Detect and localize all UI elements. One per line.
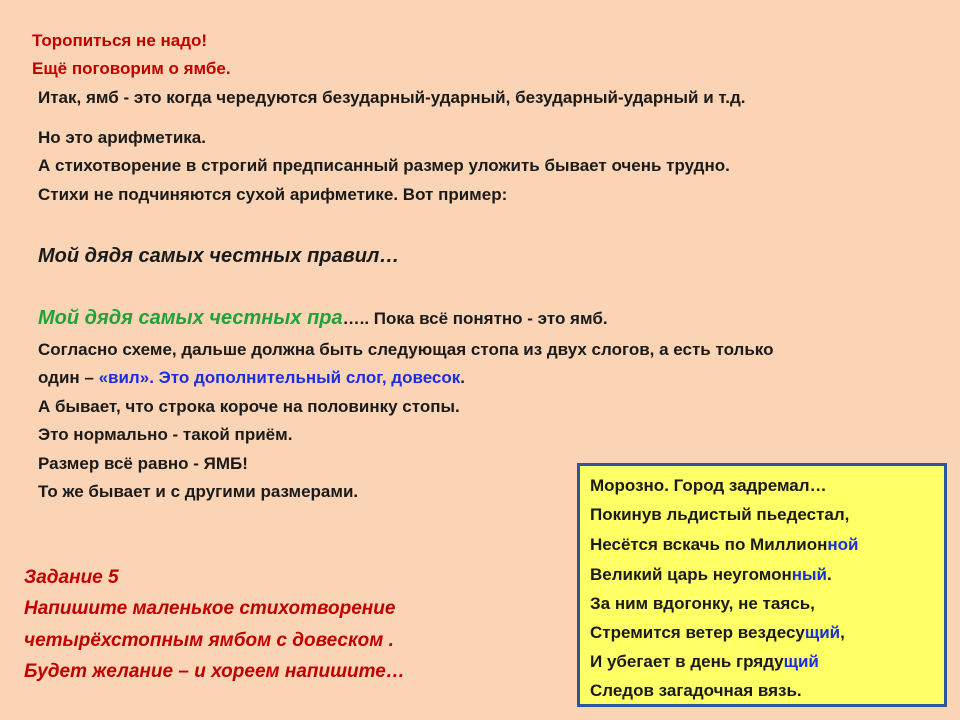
poem-line-6-end: ,: [840, 623, 845, 642]
size-line: Размер всё равно - ЯМБ!: [38, 454, 248, 473]
poem-line-6-text: Стремится ветер вездесу: [590, 623, 805, 642]
poem-line-4-extra: ный: [791, 565, 828, 584]
poem-line-4-end: .: [827, 565, 832, 584]
poem-line-8: Следов загадочная вязь.: [590, 681, 802, 700]
poem-line-1: Морозно. Город задремал…: [590, 476, 827, 495]
poem-line-7-extra: щий: [783, 652, 819, 671]
after-green-text: Пока всё понятно - это ямб.: [369, 309, 608, 328]
task-line-1: Напишите маленькое стихотворение: [24, 598, 396, 619]
poem-line-4: [590, 565, 832, 585]
green-fragment: Мой дядя самых честных пра: [38, 307, 343, 329]
poem-line-6-extra: щий: [804, 623, 841, 642]
scheme-line-2-start: один –: [38, 368, 99, 387]
poem-line-3-text: Несётся вскачь по Миллион: [590, 535, 828, 554]
header-line-2: Ещё поговорим о ямбе.: [32, 59, 231, 78]
poem-box: [577, 463, 947, 707]
hard-line: А стихотворение в строгий предписанный размер уложить бывает очень трудно.: [38, 156, 730, 175]
normal-line: Это нормально - такой приём.: [38, 425, 293, 444]
scheme-line-2: [38, 368, 465, 388]
shorter-line: А бывает, что строка короче на половинку стопы.: [38, 397, 460, 416]
others-line: То же бывает и с другими размерами.: [38, 482, 359, 501]
scheme-line-2-end: .: [460, 368, 466, 387]
yamb-definition: Итак, ямб - это когда чередуются безударный-ударный, безударный-ударный и т.д.: [38, 88, 746, 107]
arithmetic-line: Но это арифметика.: [38, 128, 206, 147]
poem-line-3-extra: ной: [827, 535, 859, 554]
poem-line-5: За ним вдогонку, не таясь,: [590, 594, 815, 613]
dots: …..: [342, 309, 370, 328]
example-line: Стихи не подчиняются сухой арифметике. Вот пример:: [38, 185, 508, 204]
task-title: Задание 5: [24, 567, 119, 588]
poem-line-3: [590, 535, 858, 555]
header-line-1: Торопиться не надо!: [32, 31, 208, 50]
poem-line-7-text: И убегает в день гряду: [590, 652, 784, 671]
task-line-3: Будет желание – и хореем напишите…: [24, 661, 405, 682]
poem-line-7: [590, 652, 819, 672]
quote-line: Мой дядя самых честных правил…: [38, 245, 400, 267]
poem-line-6: [590, 623, 845, 643]
scheme-line-1: Согласно схеме, дальше должна быть следующая стопа из двух слогов, а есть только: [38, 340, 774, 359]
task-line-2: четырёхстопным ямбом с довеском .: [24, 630, 394, 651]
analysis-first-line: [38, 307, 608, 330]
extra-syllable-note: «вил». Это дополнительный слог, довесок: [98, 368, 461, 387]
poem-line-2: Покинув льдистый пьедестал,: [590, 505, 850, 524]
poem-line-4-text: Великий царь неугомон: [590, 565, 792, 584]
